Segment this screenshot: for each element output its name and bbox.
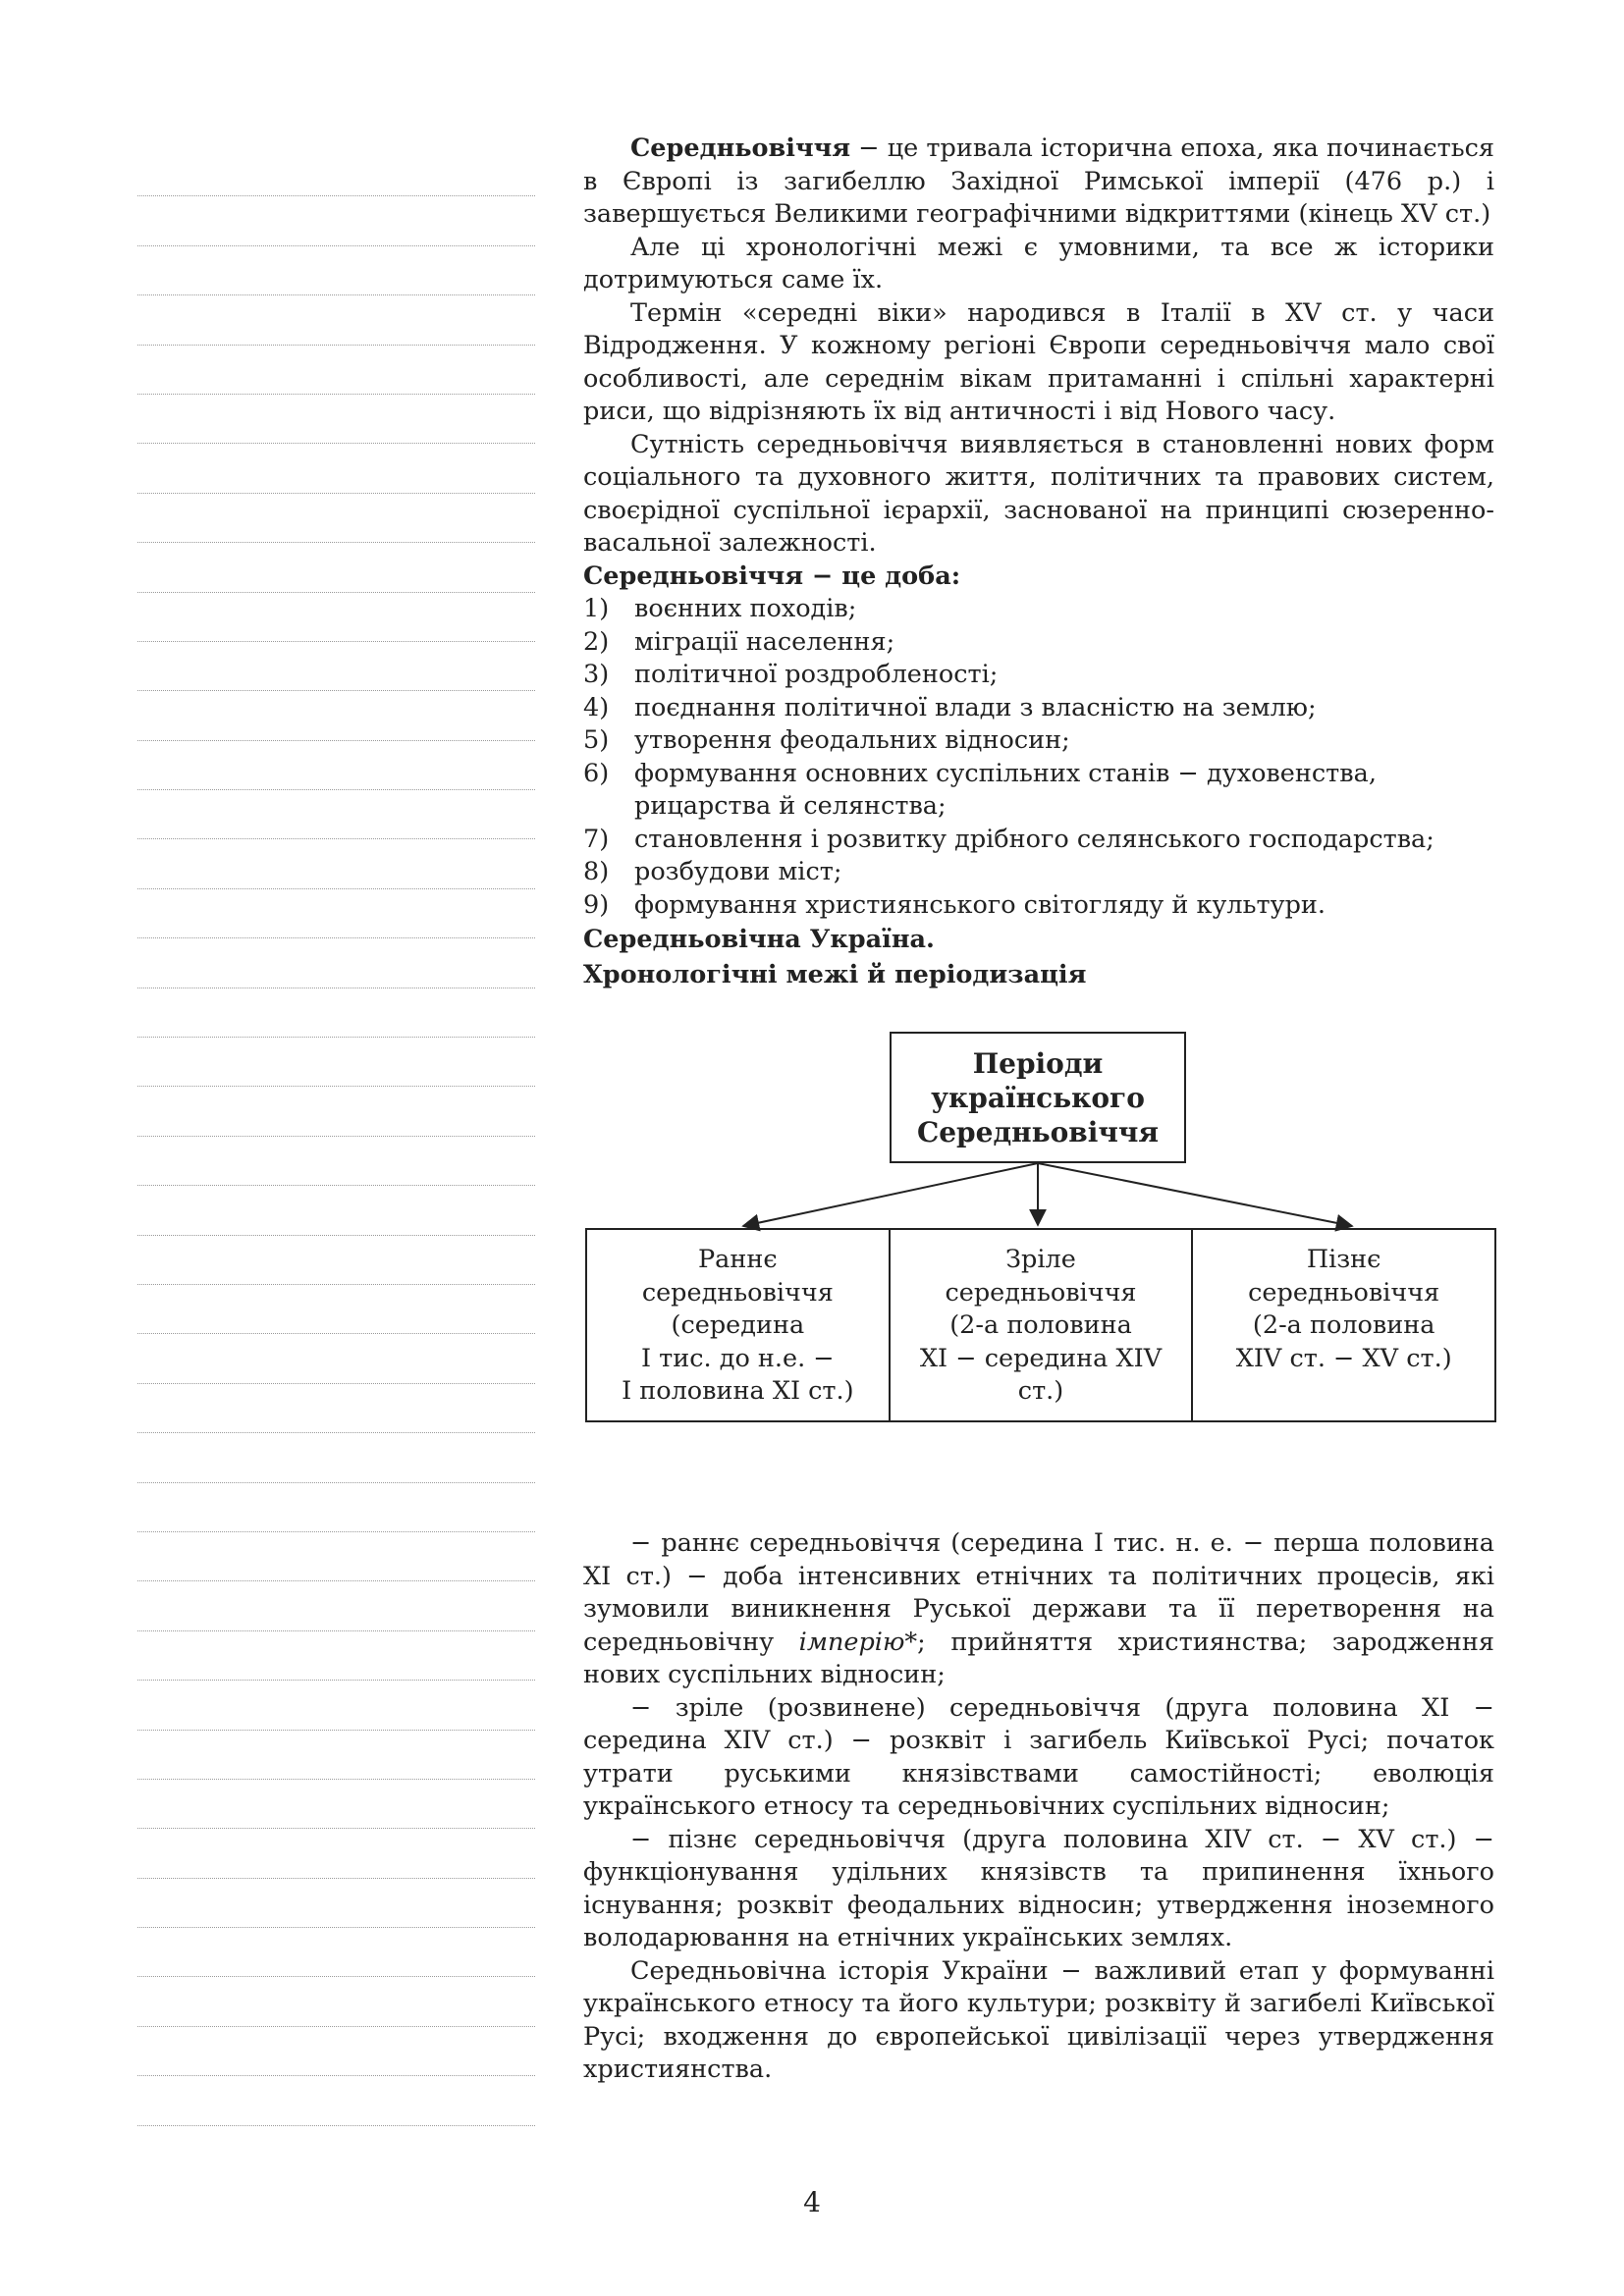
note-line bbox=[137, 1532, 535, 1581]
note-line bbox=[137, 593, 535, 642]
note-line bbox=[137, 790, 535, 839]
note-line bbox=[137, 444, 535, 493]
intro-paragraph-3: Термін «середні віки» народився в Італії в XV ст. у часи Відродження. У кожному регіоні Європи середньовіччя мало свої особливості, але середнім вікам притаманні і спільні характерні риси, що відрізняють їх від античності і від Нового часу. bbox=[583, 297, 1494, 426]
note-line bbox=[137, 1631, 535, 1681]
list-item bbox=[583, 824, 1494, 857]
note-line bbox=[137, 1483, 535, 1532]
era-list bbox=[583, 593, 1494, 922]
era-heading: Середньовіччя − це доба: bbox=[583, 561, 961, 591]
early-text-before: − раннє середньовіччя (середина I тис. н. е. − перша половина XI ст.) − доба інтенсивних етнічних та політичних процесів, які зумовили виникнення Руської держави та її перетворення на середньовічну bbox=[583, 1528, 1494, 1657]
note-line bbox=[137, 346, 535, 395]
list-text: формування основних суспільних станів − духовенства, рицарства й селянства; bbox=[634, 758, 1377, 821]
note-line bbox=[137, 494, 535, 543]
list-item bbox=[583, 889, 1494, 923]
list-num: 4) bbox=[583, 692, 610, 722]
note-line bbox=[137, 691, 535, 740]
page-number: 4 bbox=[803, 2186, 821, 2218]
note-line bbox=[137, 2076, 535, 2125]
diagram-top-label: Періоди українського Середньовіччя bbox=[916, 1046, 1160, 1148]
note-line bbox=[137, 1384, 535, 1433]
note-line bbox=[137, 1829, 535, 1878]
list-item bbox=[583, 659, 1494, 692]
note-line bbox=[137, 1038, 535, 1087]
list-text: поєднання політичної влади з власністю на землю; bbox=[634, 692, 1317, 722]
note-line bbox=[137, 246, 535, 295]
list-num: 3) bbox=[583, 660, 610, 689]
section-heading-line2: Хронологічні межі й періодизація bbox=[583, 960, 1087, 989]
note-line bbox=[137, 1334, 535, 1383]
list-item bbox=[583, 593, 1494, 626]
section-heading-line1: Середньовічна Україна. bbox=[583, 925, 935, 954]
list-text: становлення і розвитку дрібного селянського господарства; bbox=[634, 824, 1435, 854]
note-line bbox=[137, 938, 535, 988]
period-late: − пізнє середньовіччя (друга половина XIV ст. − XV ст.) − функціонування удільних князівств та припинення їхнього існування; розквіт феодальних відносин; утвердження іноземного володарювання на етнічних українських землях. bbox=[583, 1824, 1494, 1952]
definition-text: − це тривала історична епоха, яка починається в Європі із загибеллю Західної Римської імперії (476 р.) і завершується Великими географічними відкриттями (кінець XV ст.) bbox=[583, 133, 1494, 229]
note-line bbox=[137, 741, 535, 790]
note-line bbox=[137, 1087, 535, 1136]
note-line bbox=[137, 1977, 535, 2026]
list-num: 9) bbox=[583, 889, 610, 920]
main-text bbox=[583, 133, 1494, 2087]
period-mature: − зріле (розвинене) середньовіччя (друга половина XI − середина XIV ст.) − розквіт і загибель Київської Русі; початок утрати руськими князівствами самостійності; еволюція українського етносу та середньовічних суспільних відносин; bbox=[583, 1692, 1494, 1821]
list-item bbox=[583, 626, 1494, 660]
note-line bbox=[137, 889, 535, 938]
intro-paragraph-4: Сутність середньовіччя виявляється в становленні нових форм соціального та духовного життя, політичних та правових систем, своєрідної суспільної ієрархії, заснованої на принципі сюзеренно-васальної залежності. bbox=[583, 429, 1494, 558]
note-line bbox=[137, 1137, 535, 1186]
note-line bbox=[137, 1433, 535, 1482]
diagram-periods-row bbox=[585, 1228, 1496, 1422]
list-text: розбудови міст; bbox=[634, 857, 842, 886]
note-line bbox=[137, 147, 535, 196]
diagram-arrows bbox=[583, 1032, 1494, 1238]
note-line bbox=[137, 2027, 535, 2076]
list-num: 7) bbox=[583, 824, 610, 854]
list-num: 5) bbox=[583, 725, 610, 755]
note-line bbox=[137, 988, 535, 1038]
diagram-cell-mature: Зріле середньовіччя (2-а половина XI − середина XIV ст.) bbox=[889, 1230, 1192, 1420]
list-item bbox=[583, 692, 1494, 725]
note-line bbox=[137, 1581, 535, 1630]
list-item bbox=[583, 758, 1494, 824]
note-line bbox=[137, 839, 535, 888]
note-line bbox=[137, 642, 535, 691]
note-line bbox=[137, 395, 535, 444]
list-text: воєнних походів; bbox=[634, 594, 857, 623]
arrow-right bbox=[1038, 1163, 1352, 1226]
periods-diagram bbox=[583, 1032, 1494, 1488]
conclusion-paragraph: Середньовічна історія України − важливий етап у формуванні українського етносу та його культури; розквіту й загибелі Київської Русі; входження до європейської цивілізації через утвердження християнства. bbox=[583, 1955, 1494, 2084]
list-text: міграції населення; bbox=[634, 626, 895, 657]
list-text: політичної роздробленості; bbox=[634, 660, 999, 689]
diagram-cell-early: Раннє середньовіччя (середина I тис. до н.е. − I половина XI ст.) bbox=[622, 1245, 854, 1406]
note-line bbox=[137, 1928, 535, 1977]
note-line bbox=[137, 196, 535, 245]
arrow-left bbox=[743, 1163, 1038, 1226]
note-line bbox=[137, 1285, 535, 1334]
list-item bbox=[583, 856, 1494, 889]
note-line bbox=[137, 543, 535, 592]
list-num: 1) bbox=[583, 594, 610, 623]
note-line bbox=[137, 1731, 535, 1780]
list-num: 2) bbox=[583, 626, 610, 657]
note-line bbox=[137, 1236, 535, 1285]
note-line bbox=[137, 295, 535, 345]
list-num: 8) bbox=[583, 857, 610, 886]
note-line bbox=[137, 1186, 535, 1235]
notes-lines bbox=[137, 147, 535, 2126]
intro-definition bbox=[583, 133, 1494, 232]
diagram-cell-late: Пізнє середньовіччя (2-а половина XIV ст. − XV ст.) bbox=[1191, 1230, 1494, 1420]
note-line bbox=[137, 1879, 535, 1928]
early-text-italic: імперію* bbox=[798, 1627, 918, 1657]
term-bold: Середньовіччя bbox=[630, 133, 851, 163]
list-text: формування християнського світогляду й культури. bbox=[634, 889, 1326, 920]
list-text: утворення феодальних відносин; bbox=[634, 725, 1070, 755]
early-text-after: ; прийняття християнства; зародження нових суспільних відносин; bbox=[583, 1627, 1494, 1689]
list-item bbox=[583, 724, 1494, 758]
note-line bbox=[137, 1780, 535, 1829]
note-line bbox=[137, 1681, 535, 1730]
period-early bbox=[583, 1527, 1494, 1692]
intro-paragraph-2: Але ці хронологічні межі є умовними, та все ж історики дотримуються саме їх. bbox=[583, 232, 1494, 294]
list-num: 6) bbox=[583, 758, 610, 788]
